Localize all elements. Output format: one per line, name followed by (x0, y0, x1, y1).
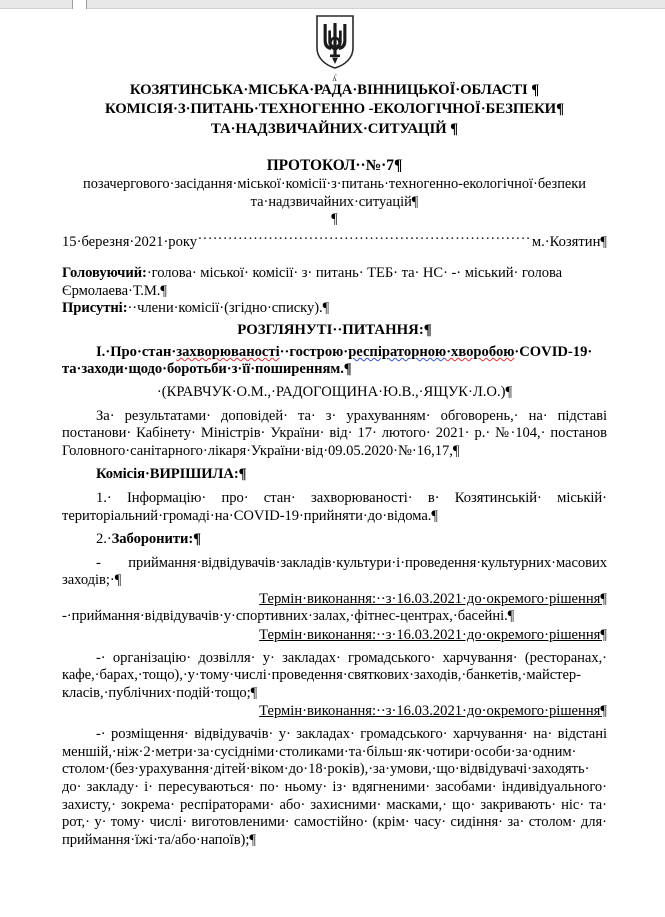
agenda-item-1-mid: ··гострою· (279, 343, 349, 360)
decision-point-2 (62, 531, 607, 549)
agenda-item-1-grammar-flag: респіраторною (348, 343, 447, 360)
protocol-title: ПРОТОКОЛ··№·7¶ (266, 157, 403, 175)
protocol-subtitle-line-1: позачергового·засідання·міської·комісії·з·питань·техногенно-екологічної·безпеки (83, 176, 586, 193)
prohibition-item: -· розміщення· відвідувачів· у· закладах· громадського· харчування· на· відстані меншій,·ніж·2·метри·за·сусідніми·столиками·та·більш·як·чотири·особи·за·одним· столом·(без·урахування·дітей·віком·до·18·років),·за·умови,·що·відвідувачі·заходять· до· закладу· і· пересуваються· по· ньому· із· вдягненими· засобами· індивідуального· захисту,· зокрема· респіраторами· або· захисними· масками,· що· закривають· ніс· та· рот,· у· тому· числі· виготовленими· самостійно· (крім· часу· сидіння· за· столом· для· приймання·їжі·та/або·напоїв);¶ (62, 726, 607, 848)
document-ruler[interactable] (0, 0, 665, 9)
chairperson-label: Головуючий: (62, 265, 147, 281)
decision-point-1: 1.· Інформацію· про· стан· захворюваності· в· Козятинській· міській· територіальний·громаді·на·COVID-19·прийняти·до·відома.¶ (62, 489, 607, 524)
chairperson-role: ·голова· міської· комісії· з· питань· ТЕБ· та· НС· -· міський· голова (146, 265, 563, 281)
attendees-line (62, 300, 607, 318)
prohibition-deadline (62, 626, 607, 644)
prohibition-item: -·приймання·відвідувачів·у·спортивних·залах,·фітнес-центрах,·басейні.¶ (62, 607, 515, 624)
title-line-1: КОЗЯТИНСЬКА·МІСЬКА·РАДА·ВІННИЦЬКОЇ·ОБЛАСТІ ¶ (129, 82, 540, 98)
document-page (0, 9, 665, 917)
agenda-item-1-line-2: та·заходи·щодо·боротьби·з·її·поширенням.¶ (62, 361, 352, 378)
prohibition-deadline-text: Термін·виконання:··з·16.03.2021·до·окремого·рішення (259, 590, 601, 607)
legal-basis-paragraph: За· результатами· доповідей· та· з· урахуванням· обговорень,· на· підставі постанови· Кабінету· Міністрів· України· від· 17· лютого· 2021· р.· №·104,· постанов Головного·санітарного·лікаря·України·від·09.05.2020·№·16,17,¶ (62, 407, 607, 459)
prohibition-deadline-text: Термін·виконання:··з·16.03.2021·до·окремого·рішення (259, 626, 601, 643)
crest-caption-mark: ʎ (332, 73, 337, 83)
agenda-section-title: РОЗГЛЯНУТІ··ПИТАННЯ:¶ (237, 321, 432, 338)
prohibition-deadline-text: Термін·виконання:··з·16.03.2021·до·окремого·рішення (259, 703, 601, 720)
agenda-item-1-misspelled-2: ·хворобою (446, 343, 515, 360)
agenda-item-1 (62, 344, 607, 362)
title-line-3: ТА·НАДЗВИЧАЙНИХ·СИТУАЦІЙ ¶ (210, 120, 459, 137)
prohibition-item: - приймання·відвідувачів·закладів·культури·і·проведення·культурних·масових заходів;·¶ (62, 554, 607, 589)
prohibition-item: -· організацію· дозвілля· у· закладах· громадського· харчування· (ресторанах,· кафе,·барах,·тощо),·у·тому·числі·проведення·святкових·заходів,·банкетів,·майстер-класів,·публічних·подій·тощо;¶ (62, 649, 607, 701)
date-place-line (62, 232, 607, 252)
protocol-subtitle-line-2: та·надзвичайних·ситуацій¶ (250, 193, 419, 210)
decision-point-2-label: Заборонити:¶ (111, 531, 202, 548)
document-date: 15·березня·2021·року (62, 234, 198, 250)
ukraine-trident-icon (315, 14, 355, 75)
prohibition-deadline (62, 702, 607, 720)
decision-point-2-number: 2.· (96, 531, 112, 548)
decision-heading: Комісія·ВИРІШИЛА:¶ (96, 466, 247, 483)
paragraph-mark: ¶ (600, 590, 607, 607)
paragraph-mark: ¶ (600, 626, 607, 643)
paragraph-mark: ¶ (600, 703, 607, 720)
coat-of-arms-block (62, 9, 607, 83)
dotted-tab-leader (198, 232, 531, 246)
chairperson-line (62, 265, 607, 283)
document-place: м.·Козятин¶ (531, 234, 607, 250)
agenda-item-1-prefix: I.·Про·стан· (96, 343, 177, 360)
attendees-label: Присутні: (62, 300, 128, 317)
agenda-item-1-misspelled-1: захворюваності (176, 343, 280, 360)
attendees-text: ··члени·комісії·(згідно·списку).¶ (127, 300, 330, 317)
prohibition-deadline (62, 590, 607, 608)
chairperson-name: Єрмолаева·Т.М.¶ (62, 282, 167, 299)
agenda-item-1-tail: ·COVID-19· (514, 343, 593, 360)
title-line-2: КОМІСІЯ·З·ПИТАНЬ·ТЕХНОГЕННО -ЕКОЛОГІЧНОЇ·БЕЗПЕКИ¶ (105, 101, 564, 118)
agenda-item-1-speakers: ·(КРАВЧУК·О.М.,·РАДОГОЩИНА·Ю.В.,·ЯЩУК·Л.О.)¶ (156, 383, 513, 400)
organization-title (62, 81, 607, 139)
empty-paragraph-mark: ¶ (331, 211, 338, 228)
